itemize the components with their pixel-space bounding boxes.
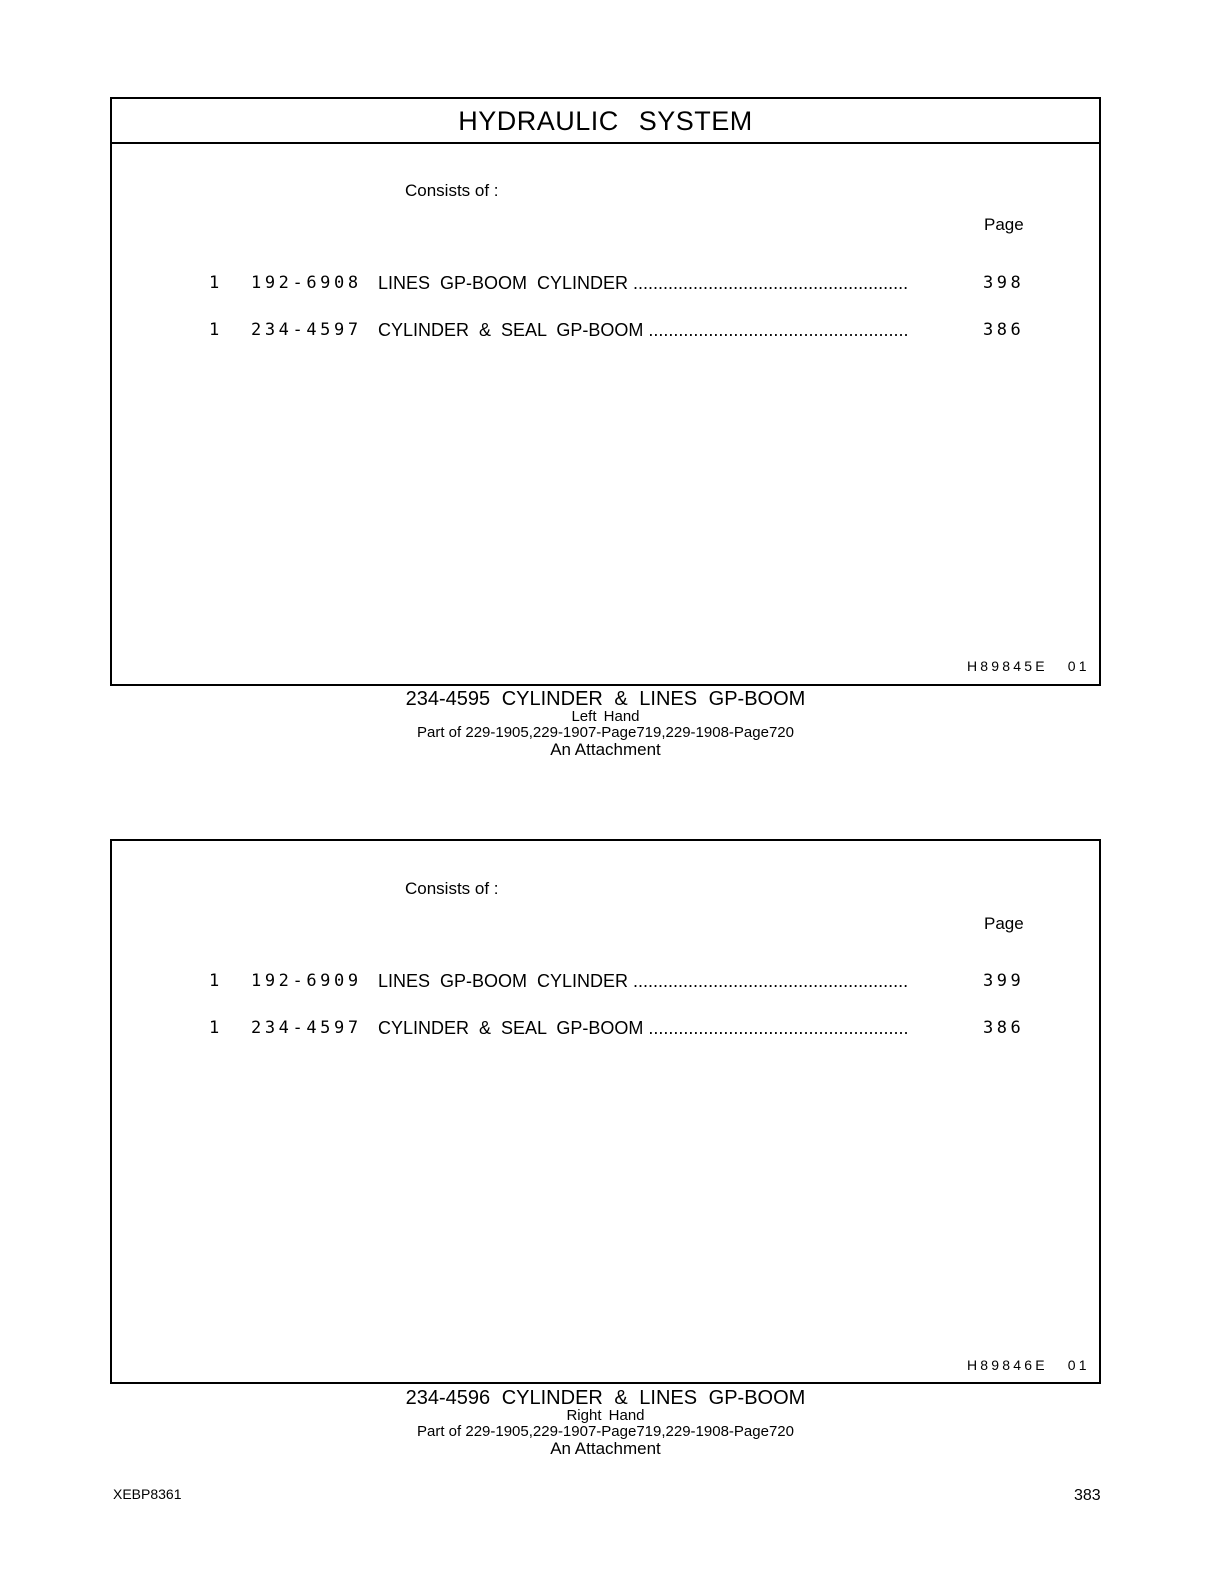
item-description: CYLINDER & SEAL GP-BOOM ..... <box>378 320 908 341</box>
illustration-reference <box>967 1357 1090 1373</box>
item-part-number: 192-6909 <box>251 971 362 991</box>
illustration-id: H89845E <box>967 658 1048 674</box>
item-part-number: 234-4597 <box>251 320 362 340</box>
item-description: LINES GP-BOOM CYLINDER ..... <box>378 971 908 992</box>
group-caption-attachment: An Attachment <box>550 740 661 759</box>
item-description: CYLINDER & SEAL GP-BOOM ..... <box>378 1018 908 1039</box>
section-title: HYDRAULIC SYSTEM <box>112 99 1099 144</box>
illustration-reference <box>967 658 1090 674</box>
illustration-id: H89846E <box>967 1357 1048 1373</box>
group-caption-2 <box>110 1388 1101 1457</box>
item-part-number: 234-4597 <box>251 1018 362 1038</box>
page-number: 383 <box>1074 1487 1101 1504</box>
parts-list-row <box>112 1018 1099 1042</box>
item-page-ref: 386 <box>983 1018 1025 1038</box>
group-caption-side: Right Hand <box>566 1407 645 1424</box>
page-column-header: Page <box>984 215 1024 234</box>
parts-group-box-1 <box>110 97 1101 686</box>
item-description: LINES GP-BOOM CYLINDER ..... <box>378 273 908 294</box>
group-caption-title: 234-4596 CYLINDER & LINES GP-BOOM <box>405 1387 806 1409</box>
item-quantity: 1 <box>209 971 220 991</box>
parts-list-row <box>112 320 1099 344</box>
item-quantity: 1 <box>209 273 220 293</box>
page-column-header: Page <box>984 914 1024 933</box>
item-quantity: 1 <box>209 1018 220 1038</box>
consists-of-label: Consists of : <box>405 879 499 898</box>
item-quantity: 1 <box>209 320 220 340</box>
group-caption-title: 234-4595 CYLINDER & LINES GP-BOOM <box>405 688 806 710</box>
group-caption-part-of: Part of 229-1905,229-1907-Page719,229-1908-Page720 <box>417 1423 794 1440</box>
item-part-number: 192-6908 <box>251 273 362 293</box>
parts-list-row <box>112 273 1099 297</box>
parts-list-row <box>112 971 1099 995</box>
consists-of-label: Consists of : <box>405 181 499 200</box>
revision-number: 01 <box>1067 1357 1090 1373</box>
parts-group-box-2 <box>110 839 1101 1384</box>
group-caption-side: Left Hand <box>571 708 640 725</box>
item-page-ref: 399 <box>983 971 1025 991</box>
group-caption-part-of: Part of 229-1905,229-1907-Page719,229-1908-Page720 <box>417 724 794 741</box>
group-caption-attachment: An Attachment <box>550 1439 661 1458</box>
document-id: XEBP8361 <box>113 1486 182 1502</box>
item-page-ref: 386 <box>983 320 1025 340</box>
revision-number: 01 <box>1067 658 1090 674</box>
group-caption-1 <box>110 689 1101 758</box>
item-page-ref: 398 <box>983 273 1025 293</box>
